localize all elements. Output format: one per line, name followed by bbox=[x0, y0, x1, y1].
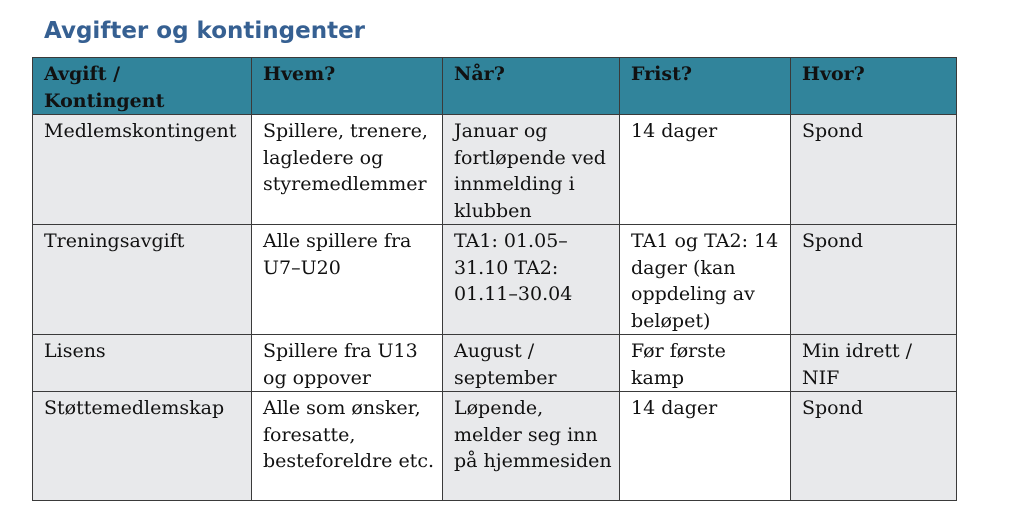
cell-hvor: Spond bbox=[791, 115, 957, 225]
cell-hvor: Spond bbox=[791, 392, 957, 501]
header-avgift: Avgift / Kontingent bbox=[33, 58, 252, 115]
fees-table bbox=[32, 57, 957, 501]
cell-hvor: Spond bbox=[791, 225, 957, 335]
cell-naar: August / september bbox=[443, 335, 620, 392]
cell-hvem: Spillere, trenere, lagledere og styremedlemmer bbox=[252, 115, 443, 225]
cell-frist: 14 dager bbox=[620, 392, 791, 501]
cell-naar: Løpende, melder seg inn på hjemmesiden bbox=[443, 392, 620, 501]
cell-naar: TA1: 01.05–31.10 TA2: 01.11–30.04 bbox=[443, 225, 620, 335]
cell-avgift: Støttemedlemskap bbox=[33, 392, 252, 501]
header-hvem: Hvem? bbox=[252, 58, 443, 115]
table-row bbox=[33, 115, 957, 225]
cell-naar: Januar og fortløpende ved innmelding i klubben bbox=[443, 115, 620, 225]
cell-avgift: Lisens bbox=[33, 335, 252, 392]
table-row bbox=[33, 225, 957, 335]
header-hvor: Hvor? bbox=[791, 58, 957, 115]
cell-hvem: Alle spillere fra U7–U20 bbox=[252, 225, 443, 335]
cell-frist: Før første kamp bbox=[620, 335, 791, 392]
cell-frist: TA1 og TA2: 14 dager (kan oppdeling av beløpet) bbox=[620, 225, 791, 335]
page-title: Avgifter og kontingenter bbox=[44, 18, 366, 44]
header-frist: Frist? bbox=[620, 58, 791, 115]
table-row bbox=[33, 335, 957, 392]
header-naar: Når? bbox=[443, 58, 620, 115]
table-header-row bbox=[33, 58, 957, 115]
cell-hvem: Alle som ønsker, foresatte, besteforeldre etc. bbox=[252, 392, 443, 501]
table-row bbox=[33, 392, 957, 501]
cell-frist: 14 dager bbox=[620, 115, 791, 225]
cell-hvor: Min idrett / NIF bbox=[791, 335, 957, 392]
cell-avgift: Treningsavgift bbox=[33, 225, 252, 335]
cell-avgift: Medlemskontingent bbox=[33, 115, 252, 225]
cell-hvem: Spillere fra U13 og oppover bbox=[252, 335, 443, 392]
